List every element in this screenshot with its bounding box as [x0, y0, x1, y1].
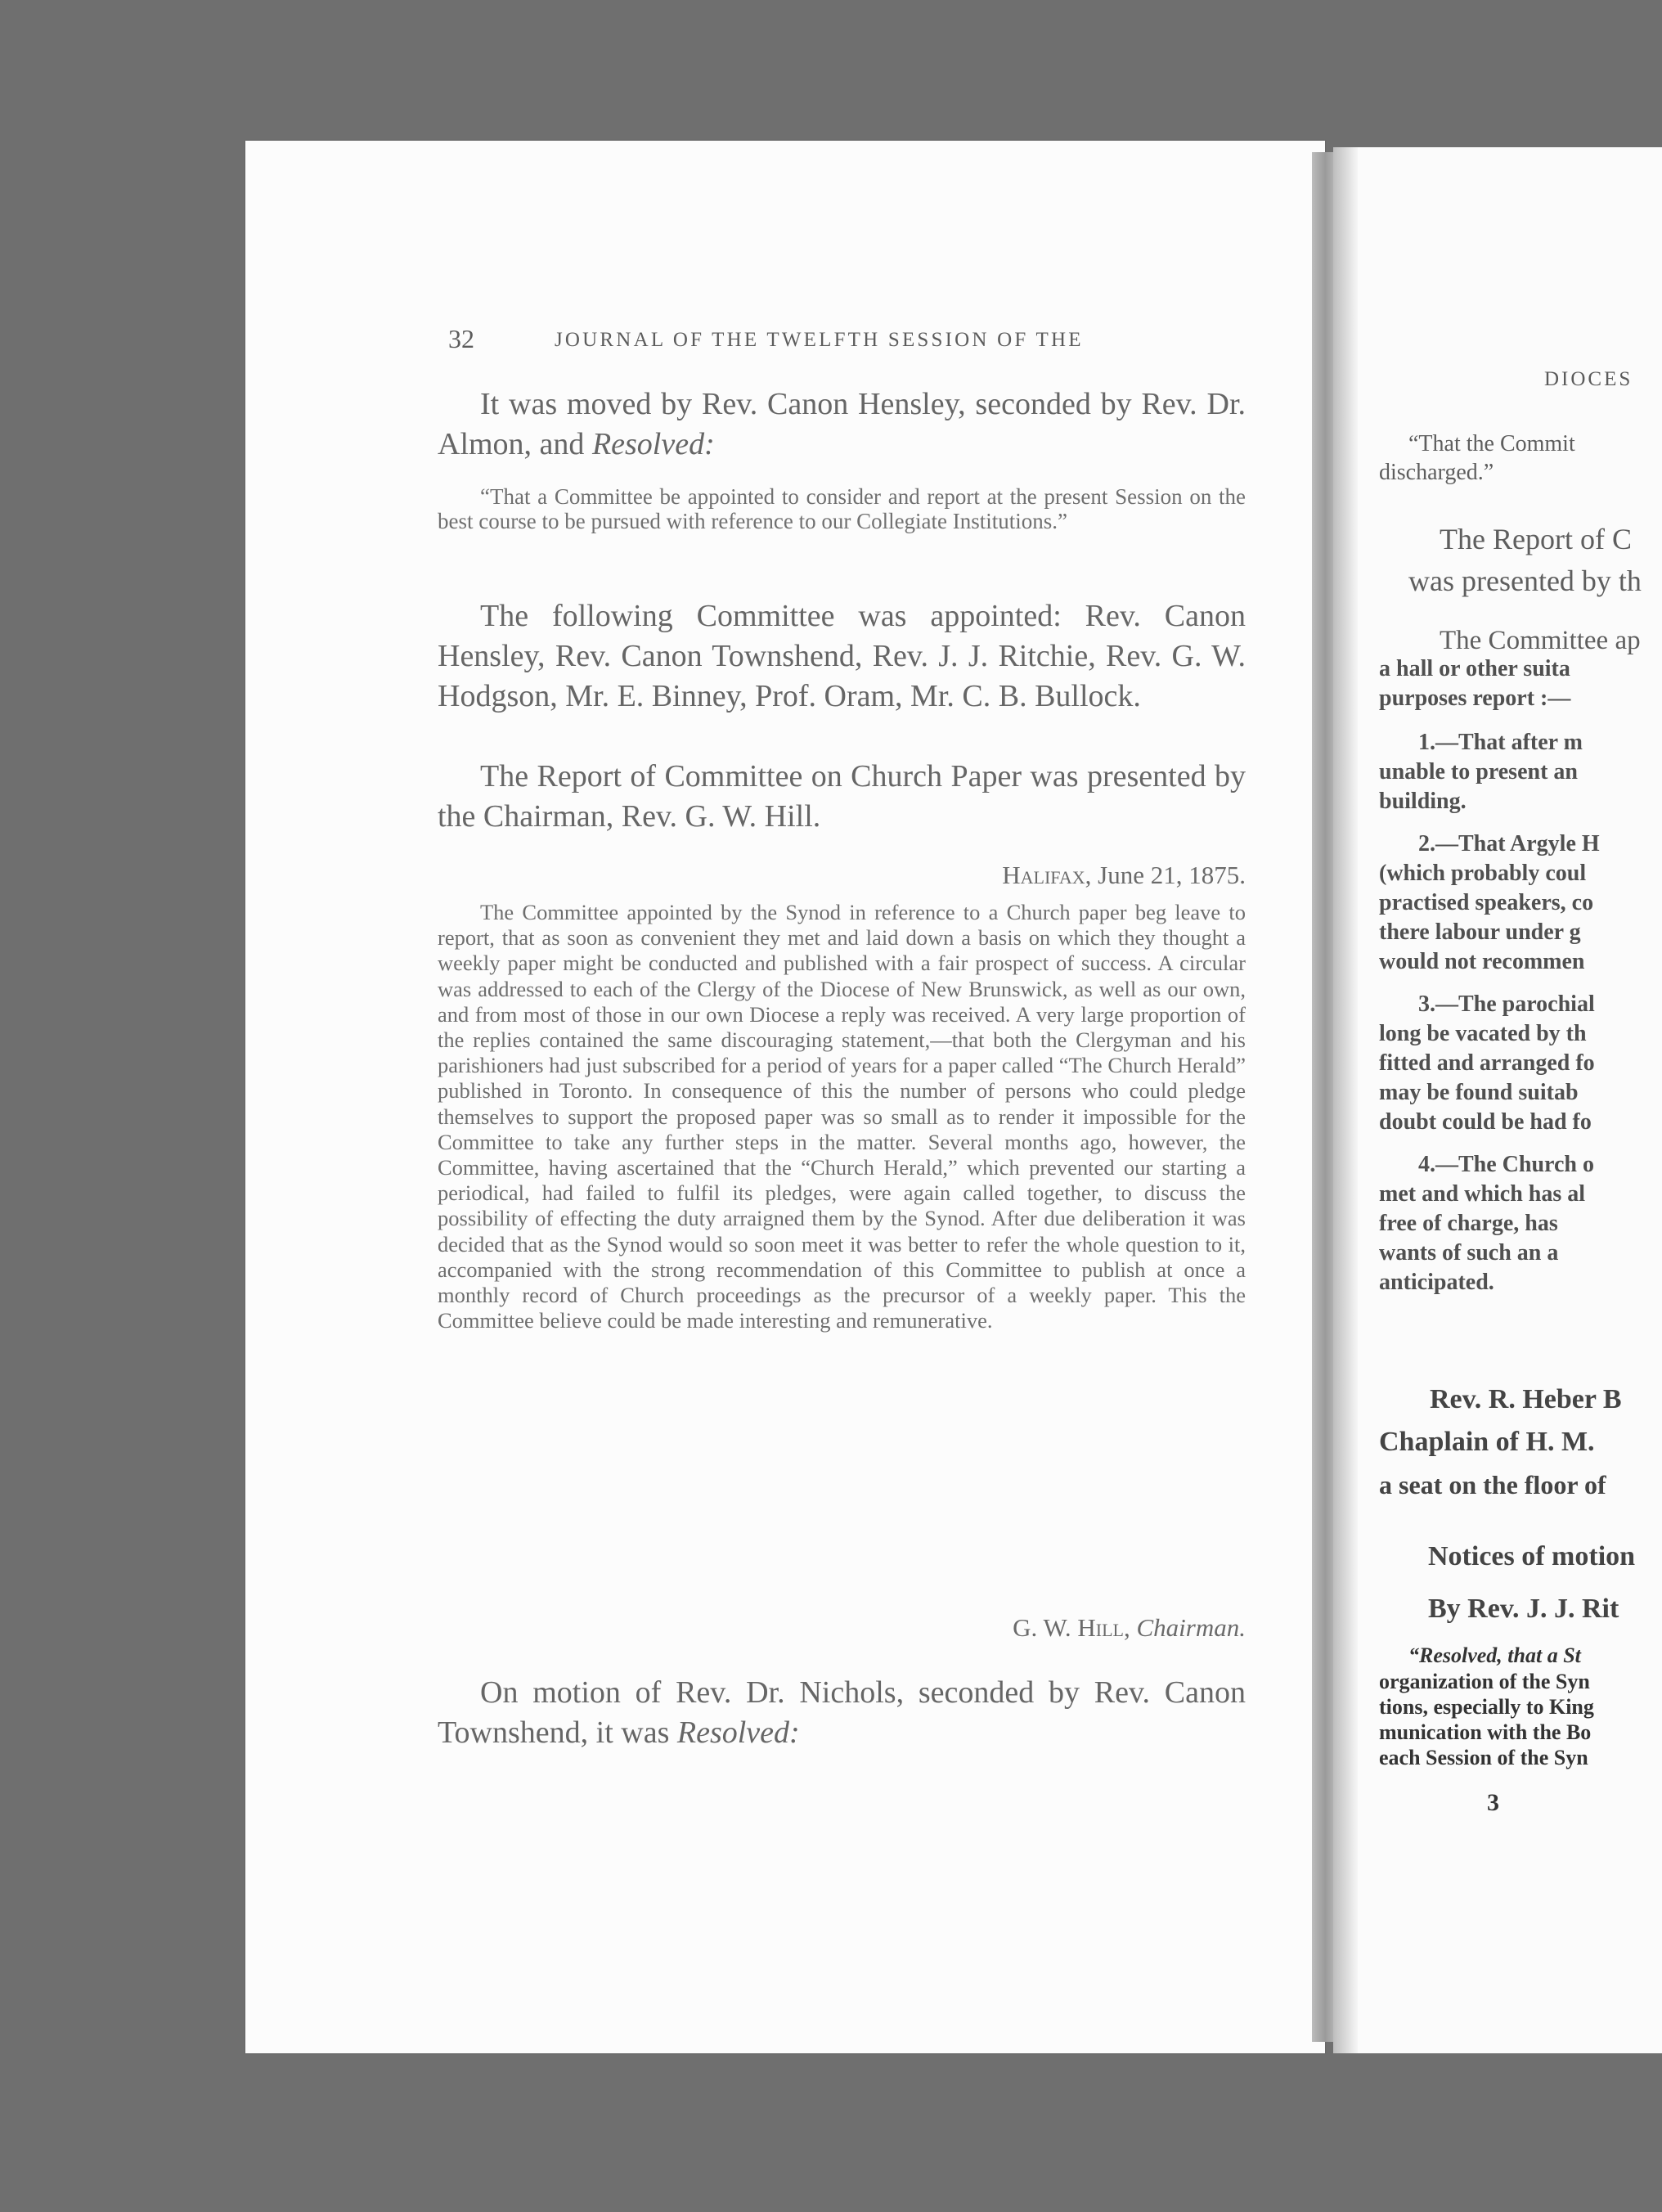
right-line: tions, especially to King — [1379, 1695, 1594, 1719]
resolution-quote-1: “That a Committee be appointed to consider and report at the present Session on the best course to be pursued with reference to our Collegiate Institutions.” — [438, 484, 1246, 533]
right-line: discharged.” — [1379, 460, 1494, 485]
right-line: building. — [1379, 789, 1467, 814]
right-line: The Report of C — [1440, 523, 1632, 555]
right-line: Chaplain of H. M. — [1379, 1427, 1595, 1457]
paragraph-motion-1-text: It was moved by Rev. Canon Hensley, seconded by Rev. Dr. Almon, and — [438, 387, 1246, 461]
signature — [438, 1613, 1246, 1643]
right-line: may be found suitab — [1379, 1080, 1579, 1105]
right-line: would not recommen — [1379, 949, 1585, 974]
right-line: “Resolved, that a St — [1408, 1643, 1581, 1667]
resolved-label-1: Resolved: — [591, 427, 715, 461]
page-number: 32 — [448, 324, 474, 353]
signature-title: Chairman. — [1136, 1613, 1246, 1642]
right-line: (which probably coul — [1379, 861, 1587, 886]
right-line: fitted and arranged fo — [1379, 1050, 1595, 1076]
right-line: was presented by th — [1408, 564, 1642, 597]
right-line: 3.—The parochial — [1418, 991, 1595, 1017]
signature-mark: 3 — [1487, 1790, 1499, 1815]
right-line: wants of such an a — [1379, 1240, 1559, 1266]
committee-report-body: The Committee appointed by the Synod in reference to a Church paper beg leave to report, that as soon as convenient they met and laid down a basis on which they thought a weekly paper might be conducted and published with a fair prospect of success. A circular was addressed to each of the Clergy of the Diocese of New Brunswick, as well as our own, and from most of those in our own Diocese a reply was received. A very large proportion of the replies contained the same discouraging statement,—that both the Clergyman and his parishioners had just subscribed for a period of years for a paper called “The Church Herald” published in Toronto. In consequence of this the number of persons who could pledge themselves to support the proposed paper was so small as to render it impossible for the Committee to take any further steps in the matter. Several months ago, however, the Committee, having ascertained that the “Church Herald,” which prevented our starting a periodical, had failed to fulfil its pledges, were again called together, to discuss the possibility of effecting the duty arraigned them by the Synod. After due deliberation it was decided that as the Synod would so soon meet it was better to refer the whole question to it, accompanied with the strong recommendation of this Committee to publish at once a monthly record of Church proceedings as the precursor of a weekly paper. This the Committee believe could be made interesting and remunerative. — [438, 900, 1246, 1333]
right-line: there labour under g — [1379, 919, 1581, 945]
right-line: doubt could be had fo — [1379, 1109, 1592, 1135]
paragraph-committee-appointed: The following Committee was appointed: Rev. Canon Hensley, Rev. Canon Townshend, Rev. J. J. Ritchie, Rev. G. W. Hodgson, Mr. E. Binney, Prof. Oram, Mr. C. B. Bullock. — [438, 599, 1246, 713]
right-line: The Committee ap — [1440, 626, 1641, 655]
right-line: free of charge, has — [1379, 1211, 1558, 1236]
paragraph-report-presented: The Report of Committee on Church Paper was presented by the Chairman, Rev. G. W. Hill. — [438, 759, 1246, 834]
right-line: anticipated. — [1379, 1270, 1494, 1295]
resolved-label-2: Resolved: — [676, 1715, 800, 1750]
right-line: 4.—The Church o — [1418, 1152, 1594, 1177]
right-line: By Rev. J. J. Rit — [1428, 1594, 1619, 1624]
right-page — [1333, 147, 1662, 2053]
right-line: a hall or other suita — [1379, 656, 1570, 681]
dateline-date: June 21, 1875. — [1098, 861, 1246, 889]
paragraph-motion-2 — [438, 1673, 1246, 1753]
right-line: Notices of motion — [1428, 1541, 1636, 1571]
right-line: purposes report :— — [1379, 686, 1571, 711]
right-line: organization of the Syn — [1379, 1670, 1590, 1693]
right-line: munication with the Bo — [1379, 1720, 1592, 1744]
right-line: practised speakers, co — [1379, 890, 1594, 915]
right-line: 1.—That after m — [1418, 730, 1583, 755]
paragraph-motion-2-text: On motion of Rev. Dr. Nichols, seconded by Rev. Canon Townshend, it was — [438, 1675, 1246, 1750]
dateline — [438, 861, 1246, 890]
right-line: Rev. R. Heber B — [1430, 1384, 1622, 1414]
right-line: 2.—That Argyle H — [1418, 831, 1600, 856]
right-line: unable to present an — [1379, 759, 1578, 785]
running-head-title: JOURNAL OF THE TWELFTH SESSION OF THE — [555, 329, 1084, 351]
running-head — [448, 324, 1266, 357]
paragraph-motion-1 — [438, 384, 1246, 465]
right-line: met and which has al — [1379, 1181, 1586, 1207]
right-line: “That the Commit — [1408, 431, 1575, 456]
right-line: each Session of the Syn — [1379, 1746, 1588, 1769]
right-line: long be vacated by th — [1379, 1021, 1587, 1046]
right-page-spine-shade — [1333, 147, 1358, 2053]
signature-name: G. W. Hill, — [1013, 1613, 1130, 1642]
right-running-head: DIOCES — [1544, 368, 1633, 390]
dateline-place: Halifax, — [1002, 861, 1092, 889]
right-line: a seat on the floor of — [1379, 1470, 1606, 1499]
